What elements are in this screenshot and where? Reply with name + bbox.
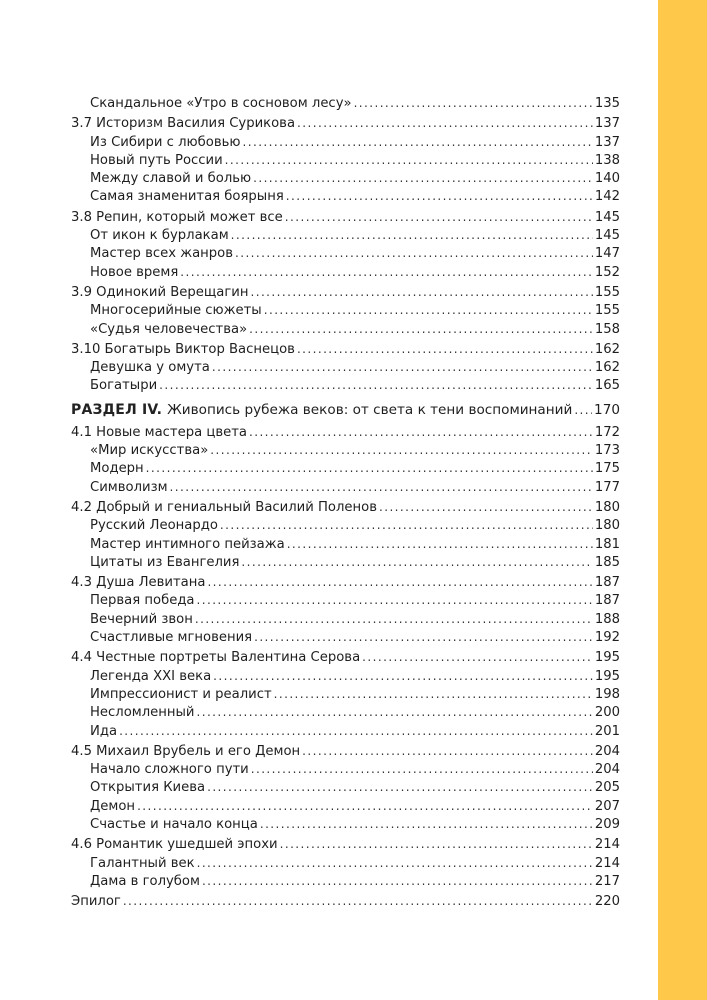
toc-entry-title: Символизм (90, 479, 168, 495)
toc-subentry[interactable] (71, 722, 620, 740)
dot-leader (137, 797, 593, 815)
toc-page-number: 137 (594, 134, 620, 150)
toc-page-number: 187 (594, 575, 620, 591)
toc-subentry[interactable] (71, 320, 620, 338)
toc-subentry[interactable] (71, 854, 620, 872)
dot-leader (210, 441, 593, 459)
toc-page-number: 137 (594, 116, 620, 132)
dot-leader (243, 133, 593, 151)
toc-subentry[interactable] (71, 459, 620, 477)
toc-page-number: 185 (594, 554, 620, 570)
toc-page-number: 192 (594, 630, 620, 646)
dot-leader (286, 187, 593, 205)
toc-chapter-entry[interactable] (71, 498, 620, 516)
dot-leader (207, 778, 593, 796)
dot-leader (212, 358, 593, 376)
toc-subentry[interactable] (71, 301, 620, 319)
dot-leader (287, 535, 593, 553)
dot-leader (159, 376, 593, 394)
toc-page-number: 170 (594, 401, 620, 418)
toc-page-number: 140 (594, 171, 620, 187)
toc-entry-title: Из Сибири с любовью (90, 134, 241, 150)
dot-leader (574, 399, 592, 421)
dot-leader (170, 478, 593, 496)
dot-leader (249, 423, 593, 441)
dot-leader (197, 591, 593, 609)
toc-page-number: 158 (594, 321, 620, 337)
toc-entry-title: Ида (90, 723, 118, 739)
toc-page-number: 162 (594, 341, 620, 357)
toc-page-number: 187 (594, 593, 620, 609)
toc-subentry[interactable] (71, 151, 620, 169)
toc-page-number: 204 (594, 743, 620, 759)
toc-chapter-entry[interactable] (71, 114, 620, 132)
toc-page-number: 198 (594, 686, 620, 702)
dot-leader (197, 703, 593, 721)
toc-chapter-entry[interactable] (71, 835, 620, 853)
toc-entry-title: Между славой и болью (90, 171, 252, 187)
toc-entry-title: 4.6 Романтик ушедшей эпохи (71, 837, 278, 853)
toc-entry-title: Счастливые мгновения (90, 630, 253, 646)
toc-chapter-entry[interactable] (71, 283, 620, 301)
toc-page-number: 175 (594, 461, 620, 477)
toc-entry-title: 4.2 Добрый и гениальный Василий Поленов (71, 499, 377, 515)
dot-leader (119, 722, 593, 740)
toc-page-number: 155 (594, 303, 620, 319)
toc-page-number: 155 (594, 284, 620, 300)
toc-page-number: 145 (594, 209, 620, 225)
toc-entry-title: 4.5 Михаил Врубель и его Демон (71, 743, 301, 759)
toc-page-number: 200 (594, 705, 620, 721)
toc-chapter-entry[interactable] (71, 423, 620, 441)
toc-subentry[interactable] (71, 478, 620, 496)
side-color-band (658, 0, 707, 1000)
dot-leader (213, 667, 593, 685)
section-label: РАЗДЕЛ IV. (71, 401, 163, 418)
toc-page-number: 147 (594, 246, 620, 262)
toc-subentry[interactable] (71, 872, 620, 890)
dot-leader (225, 151, 593, 169)
dot-leader (235, 244, 593, 262)
dot-leader (241, 553, 592, 571)
toc-entry-title: Живопись рубежа веков: от света к тени воспоминаний (167, 401, 573, 418)
toc-entry-title: Мастер всех жанров (90, 246, 233, 262)
toc-page-number: 201 (594, 723, 620, 739)
toc-page-number: 138 (594, 152, 620, 168)
toc-entry-title: 3.8 Репин, который может все (71, 209, 283, 225)
dot-leader (302, 742, 593, 760)
toc-page-number: 181 (594, 536, 620, 552)
toc-chapter-entry[interactable] (71, 892, 620, 910)
toc-entry-title: 3.7 Историзм Василия Сурикова (71, 116, 296, 132)
toc-chapter-entry[interactable] (71, 573, 620, 591)
toc-entry-title: Многосерийные сюжеты (90, 303, 262, 319)
toc-entry-title: Несломленный (90, 705, 195, 721)
dot-leader (260, 815, 593, 833)
toc-subentry[interactable] (71, 553, 620, 571)
toc-entry-title: Счастье и начало конца (90, 816, 258, 832)
dot-leader (231, 226, 593, 244)
toc-subentry[interactable] (71, 628, 620, 646)
dot-leader (202, 872, 593, 890)
toc-page-number: 142 (594, 189, 620, 205)
toc-subentry[interactable] (71, 703, 620, 721)
toc-page-number: 180 (594, 499, 620, 515)
toc-subentry[interactable] (71, 778, 620, 796)
toc-page-number: 162 (594, 360, 620, 376)
toc-page-number: 204 (594, 762, 620, 778)
toc-page-number: 165 (594, 378, 620, 394)
toc-subentry[interactable] (71, 169, 620, 187)
toc-entry-title: Новый путь России (90, 152, 223, 168)
toc-subentry[interactable] (71, 133, 620, 151)
toc-entry-title: От икон к бурлакам (90, 228, 229, 244)
toc-entry-title: Модерн (90, 461, 144, 477)
toc-page-number: 173 (594, 443, 620, 459)
toc-page-number: 135 (594, 96, 620, 111)
dot-leader (354, 94, 593, 112)
toc-chapter-entry[interactable] (71, 742, 620, 760)
toc-page-number: 220 (594, 894, 620, 910)
dot-leader (220, 516, 593, 534)
toc-page-number: 214 (594, 837, 620, 853)
toc-page-number: 177 (594, 479, 620, 495)
toc-subentry[interactable] (71, 376, 620, 394)
toc-entry-title: Первая победа (90, 593, 195, 609)
toc-entry-title: Легенда XXI века (90, 668, 212, 684)
toc-page-number: 180 (594, 518, 620, 534)
dot-leader (207, 573, 592, 591)
toc-chapter-entry[interactable] (71, 340, 620, 358)
toc-subentry[interactable] (71, 187, 620, 205)
dot-leader (253, 169, 593, 187)
toc-entry-title: Самая знаменитая боярыня (90, 189, 284, 205)
toc-subentry[interactable] (71, 667, 620, 685)
dot-leader (123, 892, 593, 910)
toc-entry-title: Открытия Киева (90, 780, 206, 796)
toc-chapter-entry[interactable] (71, 648, 620, 666)
dot-leader (297, 114, 593, 132)
toc-entry-title: Богатыри (90, 378, 158, 394)
toc-subentry[interactable] (71, 263, 620, 281)
toc-entry-title: 4.1 Новые мастера цвета (71, 424, 247, 440)
dot-leader (285, 208, 593, 226)
toc-entry-title: Девушка у омута (90, 360, 210, 376)
dot-leader (362, 648, 593, 666)
toc-entry-title: Скандальное «Утро в сосновом лесу» (90, 96, 352, 111)
toc-page-number: 145 (594, 228, 620, 244)
dot-leader (195, 610, 593, 628)
toc-entry-title: «Мир искусства» (90, 443, 209, 459)
toc-entry-title: Демон (90, 798, 136, 814)
dot-leader (254, 628, 593, 646)
toc-section-entry[interactable] (71, 399, 620, 421)
toc-entry-title: Новое время (90, 264, 179, 280)
toc-entry-title: Русский Леонардо (90, 518, 218, 534)
toc-entry-title: Начало сложного пути (90, 762, 249, 778)
toc-page-number: 195 (594, 668, 620, 684)
toc-entry-title: Галантный век (90, 855, 195, 871)
toc-entry-title: 3.9 Одинокий Верещагин (71, 284, 249, 300)
dot-leader (264, 301, 593, 319)
dot-leader (146, 459, 593, 477)
toc-subentry[interactable] (71, 244, 620, 262)
toc-subentry[interactable] (71, 441, 620, 459)
toc-subentry[interactable] (71, 591, 620, 609)
dot-leader (251, 283, 593, 301)
toc-entry-title: 4.3 Душа Левитана (71, 575, 206, 591)
toc-entry-title: Мастер интимного пейзажа (90, 536, 285, 552)
toc-entry-title: Дама в голубом (90, 873, 200, 889)
toc-subentry[interactable] (71, 610, 620, 628)
toc-entry-title: Эпилог (71, 894, 121, 910)
toc-subentry[interactable] (71, 535, 620, 553)
toc-page-number: 207 (594, 798, 620, 814)
dot-leader (297, 340, 593, 358)
toc-page-number: 195 (594, 650, 620, 666)
toc-subentry[interactable] (71, 815, 620, 833)
toc-subentry[interactable] (71, 797, 620, 815)
toc-entry-title: Вечерний звон (90, 611, 193, 627)
toc-entry-title: Импрессионист и реалист (90, 686, 272, 702)
toc-page-number: 209 (594, 816, 620, 832)
toc-page-number: 217 (594, 873, 620, 889)
dot-leader (379, 498, 593, 516)
toc-page-number: 188 (594, 611, 620, 627)
dot-leader (249, 320, 593, 338)
toc-subentry[interactable] (71, 516, 620, 534)
toc-subentry[interactable] (71, 358, 620, 376)
toc-entry-title: 3.10 Богатырь Виктор Васнецов (71, 341, 295, 357)
toc-subentry[interactable] (71, 760, 620, 778)
toc-subentry[interactable] (71, 94, 620, 112)
dot-leader (180, 263, 593, 281)
toc-entry-title: Цитаты из Евангелия (90, 554, 240, 570)
dot-leader (280, 835, 593, 853)
toc-page-number: 205 (594, 780, 620, 796)
toc-subentry[interactable] (71, 685, 620, 703)
toc-page-number: 214 (594, 855, 620, 871)
toc-entry-title: 4.4 Честные портреты Валентина Серова (71, 650, 361, 666)
table-of-contents (71, 94, 620, 910)
toc-page-number: 152 (594, 264, 620, 280)
toc-subentry[interactable] (71, 226, 620, 244)
dot-leader (251, 760, 593, 778)
dot-leader (274, 685, 593, 703)
toc-entry-title: «Судья человечества» (90, 321, 248, 337)
toc-chapter-entry[interactable] (71, 208, 620, 226)
toc-page-number: 172 (594, 424, 620, 440)
dot-leader (197, 854, 593, 872)
